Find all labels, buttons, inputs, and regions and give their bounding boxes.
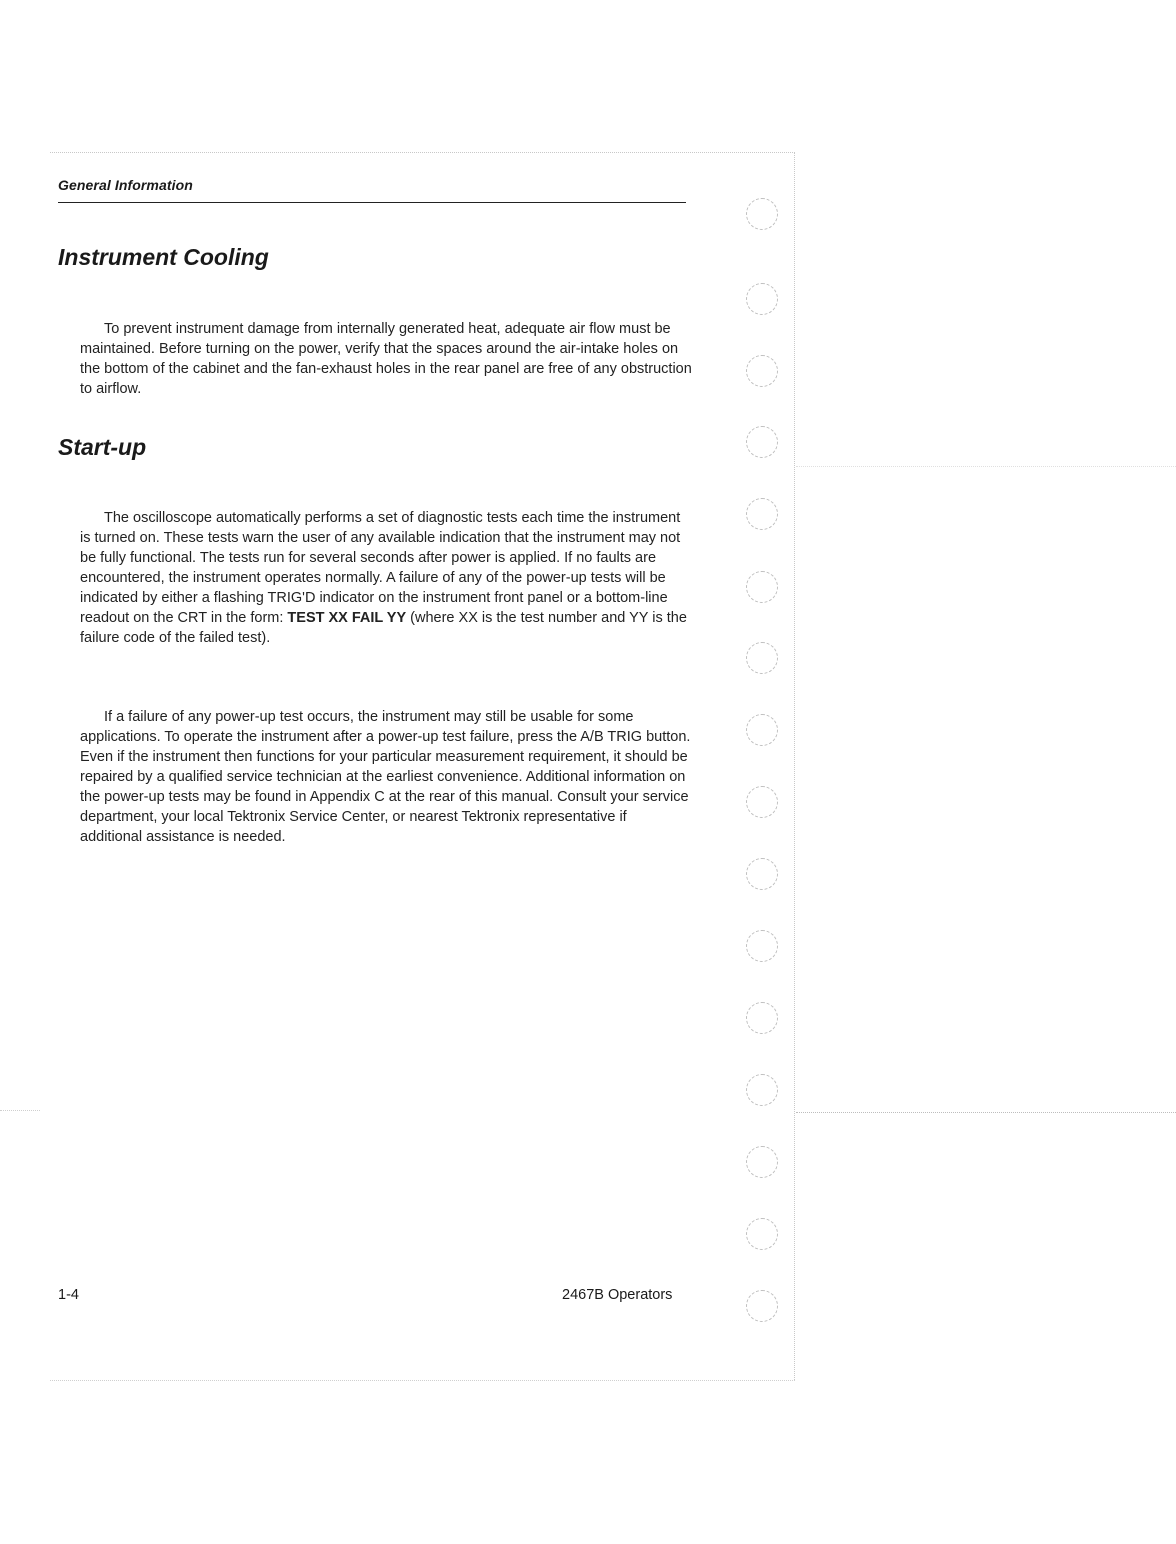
punch-hole (746, 858, 778, 890)
punch-hole (746, 355, 778, 387)
punch-hole (746, 426, 778, 458)
paragraph-cooling: To prevent instrument damage from internally generated heat, adequate air flow must be maintained. Before turning on the power, verify that the spaces around the air-intake holes on the bottom of the cabinet and the fan-exhaust holes in the rear panel are free of any obstruction to airflow. (80, 321, 692, 397)
page-number: 1-4 (58, 1287, 79, 1303)
punch-hole (746, 714, 778, 746)
punch-hole (746, 498, 778, 530)
punch-hole (746, 1146, 778, 1178)
section-title-instrument-cooling: Instrument Cooling (58, 244, 269, 270)
punch-hole (746, 1074, 778, 1106)
paragraph-text: The oscilloscope automatically performs a set of diagnostic tests each time the instrument is turned on. These tests warn the user of any available indication that the instrument may not be fully functional. The tests run for several seconds after power is applied. If no faults are encountered, the instrument operates normally. A failure of any of the power-up tests will be indicated by either a flashing TRIG'D indicator on the instrument front panel or a bottom-line readout on the CRT in the form: (80, 510, 681, 626)
punch-hole (746, 198, 778, 230)
background-rule (796, 1112, 1176, 1113)
binder-punch-holes (746, 198, 782, 1338)
paragraph-text: (where XX is the test number and YY is the failure code of the failed test). (80, 610, 687, 646)
background-rule (0, 1110, 40, 1111)
page-edge-top (50, 152, 795, 153)
punch-hole (746, 283, 778, 315)
punch-hole (746, 1002, 778, 1034)
page-edge-right (794, 152, 795, 1380)
section-title-start-up: Start-up (58, 434, 147, 460)
paragraph-startup-2: If a failure of any power-up test occurs, the instrument may still be usable for some applications. To operate the instrument after a power-up test failure, press the A/B TRIG button. Even if the instrument then functions for your particular measurement requirement, it should be repaired by a qualified service technician at the earliest convenience. Additional information on the power-up tests may be found in Appendix C at the rear of this manual. Consult your service department, your local Tektronix Service Center, or nearest Tektronix representative if additional assistance is needed. (80, 709, 691, 845)
punch-hole (746, 642, 778, 674)
punch-hole (746, 786, 778, 818)
punch-hole (746, 1290, 778, 1322)
punch-hole (746, 1218, 778, 1250)
paragraph-startup-1 (80, 508, 692, 648)
background-rule (796, 466, 1176, 467)
punch-hole (746, 571, 778, 603)
page-edge-bottom (50, 1380, 795, 1381)
header-rule (58, 202, 686, 203)
running-head: General Information (58, 177, 193, 193)
punch-hole (746, 930, 778, 962)
manual-title: 2467B Operators (562, 1287, 673, 1303)
error-readout-format: TEST XX FAIL YY (287, 610, 407, 626)
